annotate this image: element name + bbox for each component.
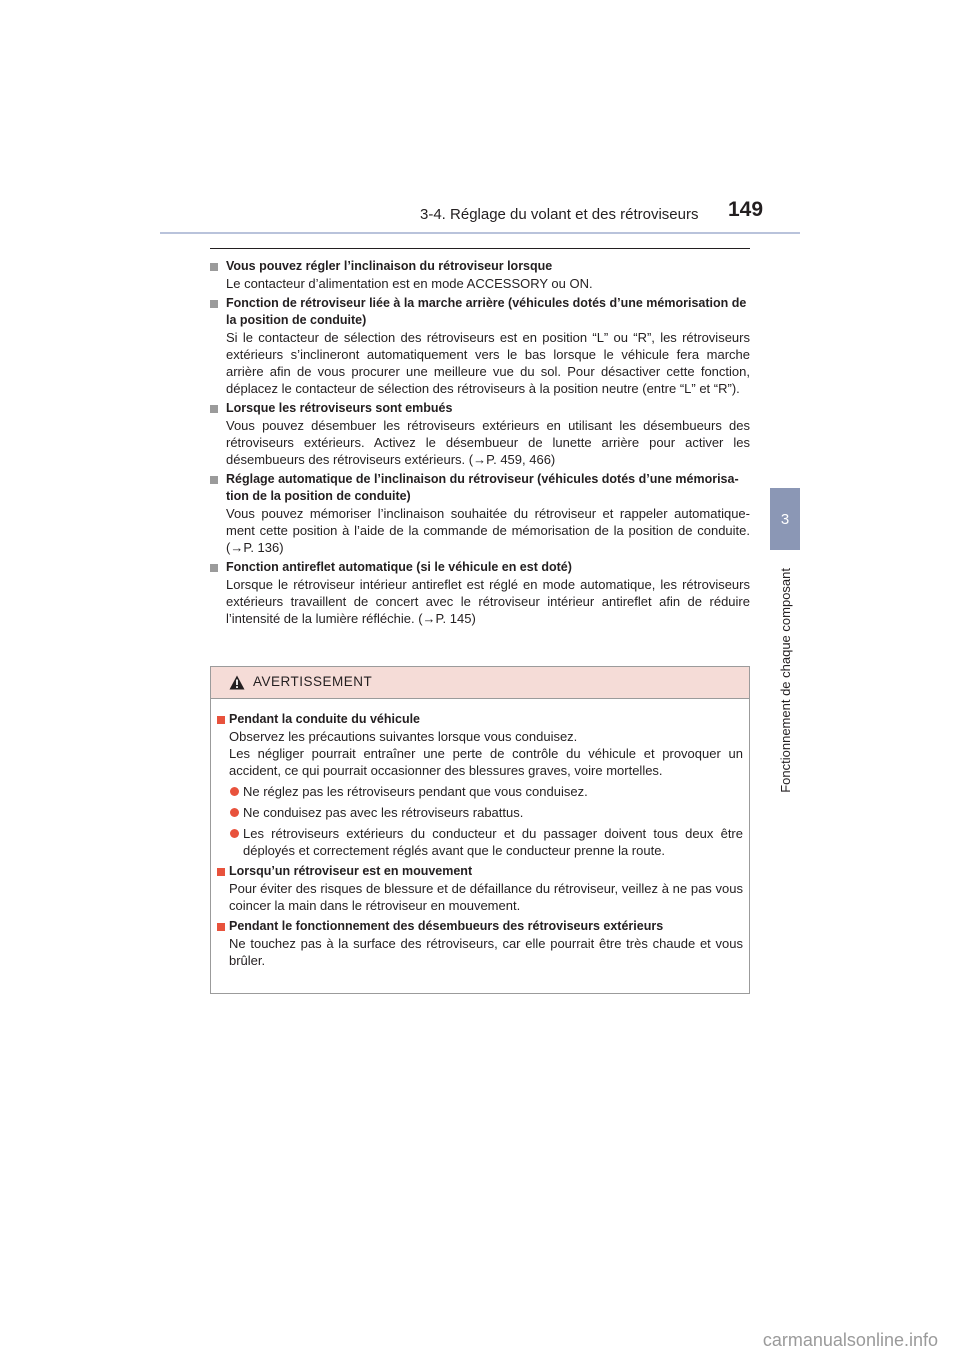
header-section-title: 3-4. Réglage du volant et des rétroviseurs xyxy=(420,206,699,223)
warning-section-title-text: Lorsqu’un rétroviseur est en mouvement xyxy=(229,864,473,878)
watermark: carmanualsonline.info xyxy=(762,1330,938,1350)
warning-header xyxy=(211,667,749,699)
section-title xyxy=(210,258,750,275)
section-body: Le contacteur d’alimentation est en mode ACCESSORY ou ON. xyxy=(226,276,593,291)
section-body: Vous pouvez mémoriser l’inclinaison souhaitée du rétroviseur et rappeler automatique-ment cette position à l’aide de la commande de mémorisation de la position de conduite. (→P. 136) xyxy=(226,506,750,555)
round-bullet-icon xyxy=(230,829,239,838)
warning-bullet-item xyxy=(217,825,743,859)
section-title-text: Lorsque les rétroviseurs sont embués xyxy=(226,401,453,415)
square-bullet-icon xyxy=(210,300,218,308)
warning-triangle-icon xyxy=(229,675,245,690)
section-title-text: Fonction de rétroviseur liée à la marche arrière (véhicules dotés d’une mémorisation de la position de conduite) xyxy=(226,296,747,327)
section-title-text: Vous pouvez régler l’inclinaison du rétroviseur lorsque xyxy=(226,259,553,273)
warning-section-body: Ne touchez pas à la surface des rétroviseurs, car elle pourrait être très chaude et vous brûler. xyxy=(229,936,743,968)
warning-section-moving-mirror xyxy=(217,863,743,914)
warning-bullet-item xyxy=(217,783,743,800)
warning-bullet-text: Ne conduisez pas avec les rétroviseurs rabattus. xyxy=(243,805,524,820)
content-rule xyxy=(210,248,750,249)
round-bullet-icon xyxy=(230,787,239,796)
section-title xyxy=(210,471,750,505)
warning-section-title-text: Pendant le fonctionnement des désembueurs des rétroviseurs extérieurs xyxy=(229,919,664,933)
chapter-tab-number: 3 xyxy=(770,488,800,550)
warning-title: AVERTISSEMENT xyxy=(253,674,373,689)
square-bullet-icon xyxy=(210,405,218,413)
warning-section-title-text: Pendant la conduite du véhicule xyxy=(229,712,421,726)
section-auto-mirror-angle xyxy=(210,471,750,556)
page-number: 149 xyxy=(728,198,764,221)
header-rule xyxy=(160,232,800,234)
warning-content xyxy=(211,699,749,969)
warning-section-body: Observez les précautions suivantes lorsque vous conduisez. xyxy=(229,729,578,744)
square-bullet-icon xyxy=(217,923,225,931)
warning-section-body: Pour éviter des risques de blessure et de défaillance du rétroviseur, veillez à ne pas vous coincer la main dans le rétroviseur en mouvement. xyxy=(229,881,743,913)
warning-bullet-item xyxy=(217,804,743,821)
main-content xyxy=(210,258,750,630)
section-title-text: Réglage automatique de l’inclinaison du rétroviseur (véhicules dotés d’une mémorisa-tion de la position de conduite) xyxy=(226,472,739,503)
square-bullet-icon xyxy=(217,868,225,876)
warning-section-title xyxy=(217,918,743,935)
section-body: Lorsque le rétroviseur intérieur antireflet est réglé en mode automatique, les rétroviseurs extérieurs travaillent de concert avec le rétroviseur intérieur antireflet afin de réduire l’intensité de la lumière réfléchie. (→P. 145) xyxy=(226,577,750,626)
section-mirror-adjust-when xyxy=(210,258,750,292)
section-fogged-mirrors xyxy=(210,400,750,468)
section-title xyxy=(210,559,750,576)
square-bullet-icon xyxy=(210,564,218,572)
warning-bullet-text: Ne réglez pas les rétroviseurs pendant que vous conduisez. xyxy=(243,784,588,799)
section-reverse-linked-mirror xyxy=(210,295,750,397)
section-body: Si le contacteur de sélection des rétroviseurs est en position “L” ou “R”, les rétroviseurs extérieurs s’inclineront automatiquement vers le bas lorsque le véhicule fera marche arrière afin de vous procurer une meilleure vue du sol. Pour désactiver cette fonction, déplacez le contacteur de sélection des rétroviseurs à la position neutre (entre “L” et “R”). xyxy=(226,330,750,396)
square-bullet-icon xyxy=(217,716,225,724)
square-bullet-icon xyxy=(210,263,218,271)
section-title xyxy=(210,400,750,417)
warning-section-body: Les négliger pourrait entraîner une perte de contrôle du véhicule et provoquer un accident, ce qui pourrait occasionner des blessures graves, voire mortelles. xyxy=(229,746,743,778)
section-title-text: Fonction antireflet automatique (si le véhicule en est doté) xyxy=(226,560,572,574)
section-body: Vous pouvez désembuer les rétroviseurs extérieurs en utilisant les désembueurs des rétroviseurs extérieurs. Activez le désembueur de lunette arrière pour activer les désembueurs des rétroviseurs extérieurs. (→P. 459, 466) xyxy=(226,418,750,467)
square-bullet-icon xyxy=(210,476,218,484)
chapter-tab xyxy=(770,552,800,808)
warning-section-title xyxy=(217,863,743,880)
warning-box xyxy=(210,666,750,994)
round-bullet-icon xyxy=(230,808,239,817)
section-auto-antiglare xyxy=(210,559,750,627)
chapter-tab-label: Fonctionnement de chaque composant xyxy=(777,567,793,793)
warning-section-title xyxy=(217,711,743,728)
section-title xyxy=(210,295,750,329)
warning-section-defrosters xyxy=(217,918,743,969)
warning-section-driving xyxy=(217,711,743,859)
warning-bullet-text: Les rétroviseurs extérieurs du conducteur et du passager doivent tous deux être déployés et correctement réglés avant que le conducteur prenne la route. xyxy=(243,826,743,858)
